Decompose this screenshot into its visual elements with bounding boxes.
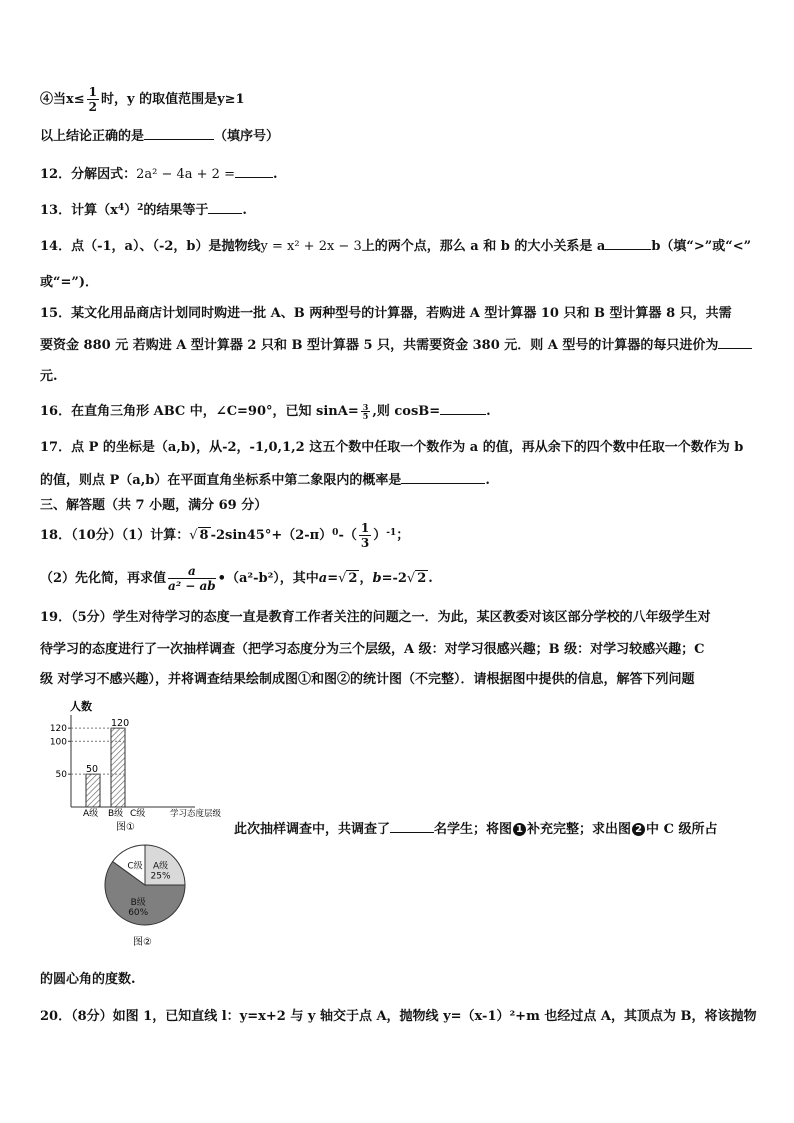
answer-blank[interactable]: [235, 165, 273, 178]
pie-name-2: C级: [127, 861, 143, 872]
answer-blank[interactable]: [390, 820, 434, 833]
q11-option-4: ④当x≤ $\frac{1}{2}$ 时，y 的取值范围是y≥1: [40, 85, 245, 114]
bar-0: [86, 774, 100, 807]
q19-side-text: 此次抽样调查中，共调查了 名学生；将图 1 补充完整；求出图 2 中 C 级所占: [234, 822, 718, 837]
x-tick-label-0: A级: [83, 809, 99, 819]
fraction: $\frac{1}{2}$: [88, 85, 98, 114]
bar-label-0: 50: [86, 764, 99, 776]
q17-line2: 的值，则点 P（a,b）在平面直角坐标系中第二象限内的概率是 .: [40, 473, 490, 488]
x-tick-label-2: C级: [130, 809, 146, 819]
figure-2-caption: 图②: [133, 937, 152, 948]
pie-label-0: 25%: [150, 871, 171, 882]
fraction: $\frac{a}{\text{a² − ab}}$: [168, 564, 216, 593]
q18-part2: （2）先化简，再求值 $\frac{a}{\text{a² − ab}}$ •（a²-b²），其中a=√ 2 ，b=-2√ 2 .: [40, 564, 433, 593]
answer-blank[interactable]: [718, 336, 752, 349]
q19-line2: 待学习的态度进行了一次抽样调查（把学习态度分为三个层级，A 级：对学习很感兴趣；B 级：对学习较感兴趣；C: [40, 642, 705, 657]
q12: 12．分解因式：2a² − 4a + 2 = .: [40, 167, 278, 182]
q19-last-line: 的圆心角的度数.: [40, 972, 136, 987]
x-axis-label: 学习态度层级: [170, 809, 222, 819]
q15-line2: 要资金 880 元 若购进 A 型计算器 2 只和 B 型计算器 5 只，共需要资金 380 元．则 A 型号的计算器的每只进价为: [40, 334, 752, 353]
q11-answer-line: 以上结论正确的是 （填序号）: [40, 129, 280, 144]
circled-number-1: 1: [513, 823, 526, 836]
y-tick-label-2: 120: [49, 724, 67, 735]
x-tick-label-1: B级: [108, 809, 124, 819]
section-3-heading: 三、解答题（共 7 小题，满分 69 分）: [40, 498, 268, 513]
fraction: $\frac{1}{3}$: [360, 521, 370, 550]
figure-1-caption: 图①: [116, 822, 135, 833]
pie-name-1: B级: [130, 897, 146, 908]
bars-group: [86, 718, 129, 807]
pie-group: [105, 845, 185, 925]
q19-line3: 级 对学习不感兴趣），并将调查结果绘制成图①和图②的统计图（不完整）．请根据图中提供的信息，解答下列问题: [40, 672, 695, 687]
q20-line1: 20．（8分）如图 1，已知直线 l：y=x+2 与 y 轴交于点 A，抛物线 y=（x-1）²+m 也经过点 A，其顶点为 B，将该抛物: [40, 1009, 757, 1024]
y-tick-label-1: 100: [49, 737, 67, 748]
q16: 16．在直角三角形 ABC 中，∠C=90°，已知 sinA= $\frac{3}{5}$ ,则 cosB= .: [40, 402, 491, 421]
pie-label-1: 60%: [128, 907, 149, 918]
circled-number-2: 2: [632, 823, 645, 836]
q14-line1: 14．点（-1，a）、（-2，b）是抛物线y = x² + 2x − 3上的两个点，那么 a 和 b 的大小关系是 a b（填“>”或“<”: [40, 239, 752, 254]
q11-mark: ④: [40, 92, 54, 107]
q14-line2: 或“=”)．: [40, 275, 98, 290]
q15-line1: 15．某文化用品商店计划同时购进一批 A、B 两种型号的计算器，若购进 A 型计算器 10 只和 B 型计算器 8 只，共需: [40, 306, 732, 321]
q15-line3: 元.: [40, 369, 58, 384]
pie-chart-figure-2: [100, 835, 200, 950]
fraction: $\frac{3}{5}$: [362, 402, 369, 421]
bar-1: [111, 728, 125, 807]
q13: 13．计算$(x^4)^2$的结果等于 .: [40, 203, 247, 218]
q19-line1: 19．（5分）学生对待学习的态度一直是教育工作者关注的问题之一．为此，某区教委对该区部分学校的八年级学生对: [40, 610, 711, 625]
y-tick-label-0: 50: [55, 770, 67, 781]
answer-blank[interactable]: [605, 237, 651, 250]
answer-blank[interactable]: [440, 402, 486, 415]
q17-line1: 17．点 P 的坐标是（a,b)，从-2，-1,0,1,2 这五个数中任取一个数作为 a 的值，再从余下的四个数中任取一个数作为 b: [40, 440, 744, 455]
answer-blank[interactable]: [208, 201, 242, 214]
x-labels-group: [83, 808, 145, 819]
bar-label-1: 120: [111, 718, 130, 730]
y-axis-label: 人数: [70, 700, 92, 713]
answer-blank[interactable]: [401, 471, 485, 484]
q18-part1: 18．（10分）（1）计算：√ 8 $-2\sin 45^\circ+(2-\pi)^0-$（ $\frac{1}{3}$ ）$^{-1}$；: [40, 521, 410, 550]
pie-name-0: A级: [152, 861, 169, 872]
bar-chart-figure-1: [40, 695, 240, 835]
answer-blank[interactable]: [144, 127, 214, 140]
